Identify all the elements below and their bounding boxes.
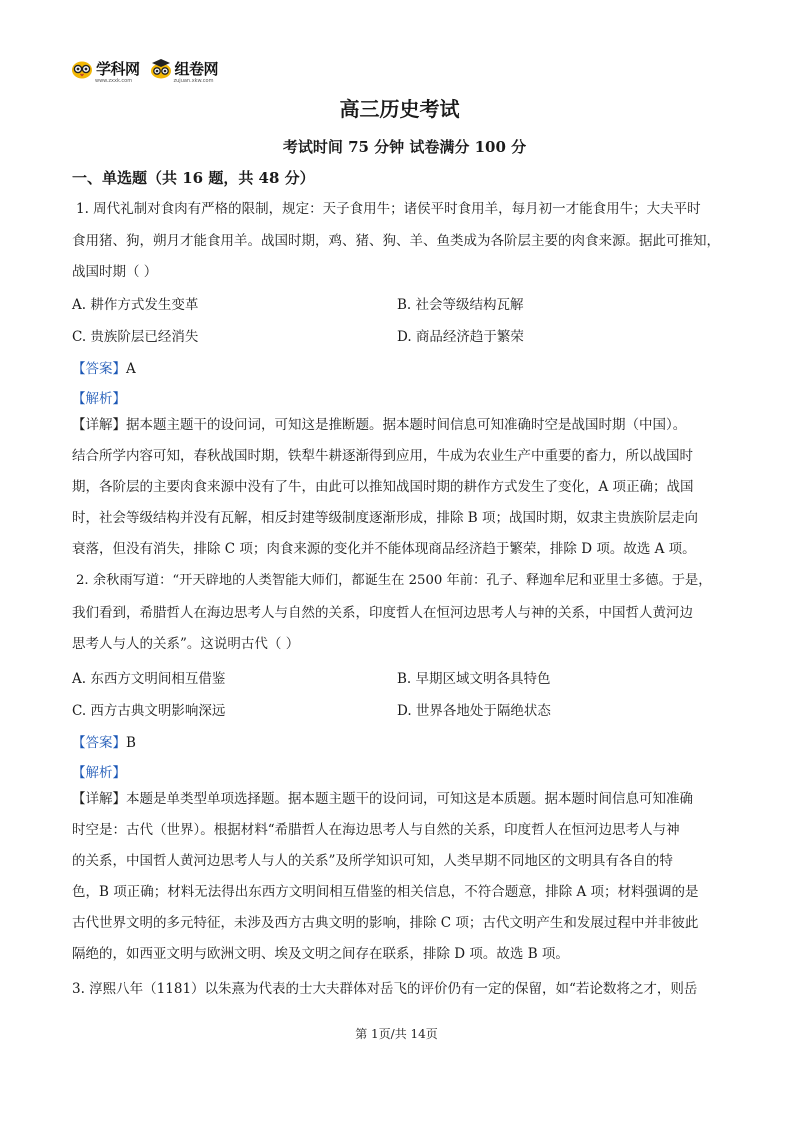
question-2-line: 2. 余秋雨写道：“开天辟地的人类智能大师们，都诞生在 2500 年前：孔子、释迦牟尼和亚里士多德。于是，: [76, 573, 712, 588]
logo-xuekewang: [71, 58, 140, 84]
question-2-analysis: [72, 761, 126, 781]
question-2-option-a: A. 东西方文明间相互借鉴: [72, 671, 226, 687]
logo-bar: [71, 58, 218, 84]
answer-label: 【答案】: [72, 735, 126, 751]
owl-mascot-icon: [71, 59, 93, 79]
question-2-detail-line: 色，B 项正确；材料无法得出东西方文明间相互借鉴的相关信息，不符合题意，排除 A 项；材料强调的是: [72, 884, 699, 900]
detail-label: 【详解】: [72, 417, 126, 433]
question-1-detail-line: [72, 415, 686, 435]
detail-text: 本题是单类型单项选择题。据本题主题干的设问词，可知这是本质题。据本题时间信息可知准确: [126, 791, 693, 807]
analysis-label: 【解析】: [72, 391, 126, 407]
analysis-label: 【解析】: [72, 765, 126, 781]
question-2-option-d: D. 世界各地处于隔绝状态: [397, 703, 551, 719]
question-1-option-c: C. 贵族阶层已经消失: [72, 329, 199, 345]
question-1-option-a: A. 耕作方式发生变革: [72, 297, 199, 313]
question-1-line: 1. 周代礼制对食肉有严格的限制，规定：天子食用牛；诸侯平时食用羊，每月初一才能食用牛；大夫平时: [76, 201, 701, 217]
question-2-option-b: B. 早期区域文明各具特色: [397, 671, 551, 687]
question-1-line: 食用猪、狗，朔月才能食用羊。战国时期，鸡、猪、狗、羊、鱼类成为各阶层主要的肉食来源。据此可推知，: [72, 233, 720, 249]
logo-url: www.zxxk.com: [95, 78, 133, 84]
detail-label: 【详解】: [72, 791, 126, 807]
logo-zujuanwang: [150, 58, 219, 84]
question-2-detail-line: 时空是：古代（世界）。根据材料“希腊哲人在海边思考人与自然的关系，印度哲人在恒河边思考人与神: [72, 822, 680, 838]
question-1-answer: [72, 357, 136, 377]
question-2-detail-line: [72, 789, 693, 809]
question-1-option-d: D. 商品经济趋于繁荣: [397, 329, 524, 345]
exam-info: 考试时间 75 分钟 试卷满分 100 分: [282, 138, 527, 156]
section-heading: 一、单选题（共 16 题，共 48 分）: [72, 169, 315, 187]
grad-owl-mascot-icon: [150, 59, 172, 79]
question-1-detail-line: 时，社会等级结构并没有瓦解，相反封建等级制度逐渐形成，排除 B 项；战国时期，奴隶主贵族阶层走向: [72, 510, 699, 526]
answer-value: A: [126, 361, 136, 377]
question-2-option-c: C. 西方古典文明影响深远: [72, 703, 226, 719]
question-1-detail-line: 衰落，但没有消失，排除 C 项；肉食来源的变化并不能体现商品经济趋于繁荣，排除 D 项。故选 A 项。: [72, 541, 696, 557]
question-1-detail-line: 结合所学内容可知，春秋战国时期，铁犁牛耕逐渐得到应用，牛成为农业生产中重要的畜力，所以战国时: [72, 448, 693, 464]
logo-url: zujuan.xkw.com: [173, 78, 214, 84]
question-1-analysis: [72, 387, 126, 407]
logo-name: 组卷网: [174, 60, 219, 78]
question-2-line: 我们看到，希腊哲人在海边思考人与自然的关系，印度哲人在恒河边思考人与神的关系，中国哲人黄河边: [72, 605, 693, 621]
question-3-line: 3. 淳熙八年（1181）以朱熹为代表的士大夫群体对岳飞的评价仍有一定的保留，如“若论数将之才，则岳: [72, 981, 698, 997]
detail-text: 据本题主题干的设问词，可知这是推断题。据本题时间信息可知准确时空是战国时期（中国）。: [126, 417, 687, 433]
question-2-detail-line: 古代世界文明的多元特征，未涉及西方古典文明的影响，排除 C 项；古代文明产生和发展过程中并非彼此: [72, 915, 699, 931]
page-title: 高三历史考试: [339, 97, 460, 121]
question-1-option-b: B. 社会等级结构瓦解: [397, 297, 524, 313]
question-2-line: 思考人与人的关系”。这说明古代（ ）: [72, 636, 300, 652]
page-footer: 第 1页/共 14页: [355, 1027, 438, 1041]
logo-name: 学科网: [96, 60, 140, 78]
question-2-detail-line: 的关系，中国哲人黄河边思考人与人的关系”及所学知识可知，人类早期不同地区的文明具有各自的特: [72, 853, 673, 869]
question-1-detail-line: 期，各阶层的主要肉食来源中没有了牛，由此可以推知战国时期的耕作方式发生了变化，A 项正确；战国: [72, 479, 694, 495]
question-2-detail-line: 隔绝的，如西亚文明与欧洲文明、埃及文明之间存在联系，排除 D 项。故选 B 项。: [72, 946, 569, 962]
question-2-answer: [72, 731, 136, 751]
answer-value: B: [126, 735, 136, 751]
question-1-line: 战国时期（ ）: [72, 264, 158, 280]
answer-label: 【答案】: [72, 361, 126, 377]
